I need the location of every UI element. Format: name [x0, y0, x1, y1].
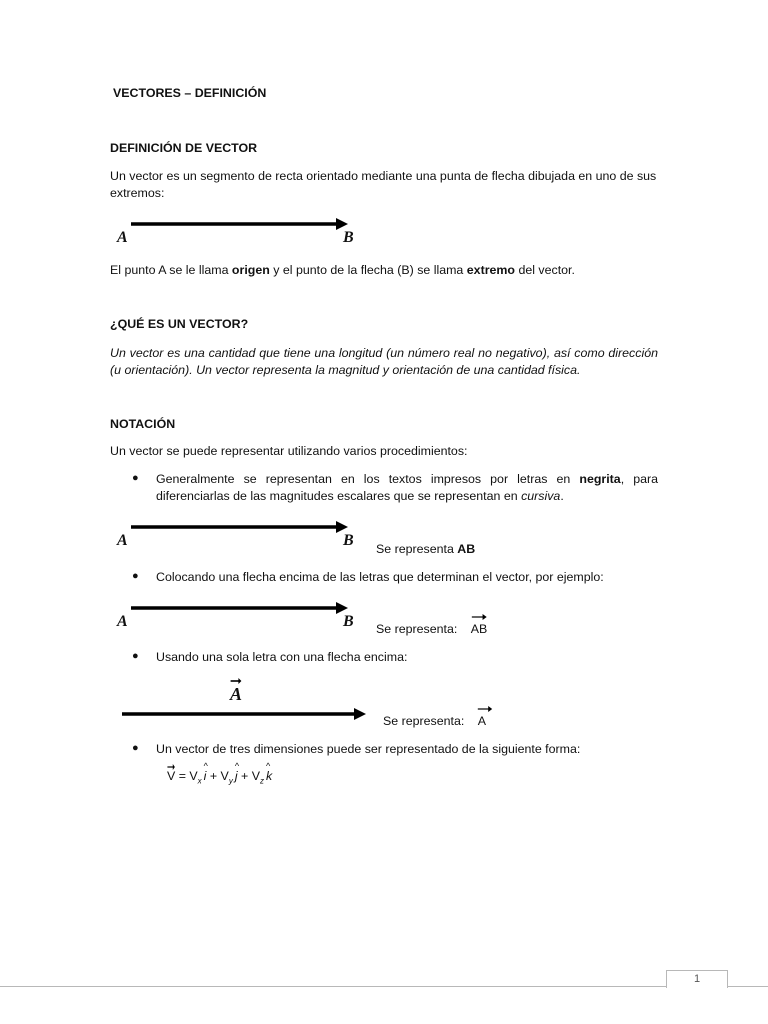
- three-dimensional-formula: [167, 761, 273, 786]
- bullet-dot-4: ●: [132, 742, 139, 754]
- formula-plus1: + V: [206, 769, 229, 783]
- hat-icon: ^: [234, 761, 240, 771]
- arrowhead-4: [354, 708, 366, 720]
- what-is-paragraph: Un vector es una cantidad que tiene una longitud (un número real no negativo), así como dirección (u orientación). Un vector representa la magnitud y orientación de una cantidad física.: [110, 346, 658, 377]
- example-2-caption: [376, 622, 487, 636]
- example-3-caption: [383, 714, 486, 728]
- bullet-dot-3: ●: [132, 650, 139, 662]
- formula-v: V: [167, 769, 176, 783]
- bullet-2-text: Colocando una flecha encima de las letras que determinan el vector, por ejemplo:: [156, 570, 604, 584]
- ex1-value: AB: [457, 542, 476, 556]
- p2-mid: y el punto de la flecha (B) se llama: [269, 263, 467, 277]
- vector-arrow-icon: [167, 763, 175, 771]
- b1-bold-word: negrita: [579, 472, 621, 486]
- b1-pre: Generalmente se representan en los textos impresos por letras en: [156, 472, 580, 486]
- ex3-label: Se representa:: [383, 714, 465, 728]
- single-letter-symbol: [230, 684, 242, 705]
- b1-mid: , para diferenciarlas de las magnitudes escalares que se representan en: [156, 472, 658, 503]
- ex3-value: A: [477, 714, 486, 728]
- definition-paragraph: Un vector es un segmento de recta orientado mediante una punta de flecha dibujada en uno de sus extremos:: [110, 169, 657, 200]
- ex3-letter: A: [230, 684, 243, 704]
- heading-que-es: ¿QUÉ ES UN VECTOR?: [110, 317, 249, 331]
- unit-vector-k: [265, 761, 273, 783]
- formula-plus2: + V: [237, 769, 260, 783]
- document-title: VECTORES – DEFINICIÓN: [113, 86, 267, 100]
- bullet-dot-1: ●: [132, 472, 139, 484]
- single-letter-vector: [230, 684, 242, 705]
- unit-vector-i: [203, 761, 208, 783]
- formula-i: i: [203, 769, 207, 783]
- ex2-label: Se representa:: [376, 622, 458, 636]
- notation-intro: Un vector se puede representar utilizando varios procedimientos:: [110, 444, 468, 458]
- formula-sub-x: x: [197, 776, 202, 786]
- point-a-label-3: A: [117, 613, 128, 630]
- p2-post: del vector.: [515, 263, 575, 277]
- footer-rule: [0, 986, 768, 987]
- point-a-label-2: A: [117, 532, 128, 549]
- ex2-vector-symbol: [471, 622, 488, 636]
- heading-notacion: NOTACIÓN: [110, 417, 176, 431]
- point-b-label-3: B: [343, 613, 354, 630]
- ex1-label: Se representa: [376, 542, 458, 556]
- formula-j: j: [234, 769, 238, 783]
- point-a-label-1: A: [117, 229, 128, 246]
- page-number: 1: [666, 970, 728, 988]
- hat-icon: ^: [203, 761, 208, 771]
- b1-post: .: [560, 489, 564, 503]
- bullet-1-text: [156, 471, 658, 505]
- unit-vector-j: [234, 761, 240, 783]
- vector-arrow-icon: [230, 677, 242, 685]
- b1-italic-word: cursiva: [521, 489, 561, 503]
- point-b-label-1: B: [343, 229, 354, 246]
- p2-pre: El punto A se le llama: [110, 263, 232, 277]
- formula-sub-y: y: [228, 776, 233, 786]
- vector-arrow-icon: [471, 613, 488, 621]
- heading-definicion: DEFINICIÓN DE VECTOR: [110, 141, 258, 155]
- formula-sub-z: z: [259, 776, 264, 786]
- formula-k: k: [265, 769, 273, 783]
- vector-arrow-icon: [477, 705, 493, 713]
- origin-word: origen: [231, 263, 270, 277]
- formula-v-vector: [167, 769, 175, 783]
- bullet-dot-2: ●: [132, 570, 139, 582]
- point-b-label-2: B: [343, 532, 354, 549]
- bullet-4-text: Un vector de tres dimensiones puede ser representado de la siguiente forma:: [156, 742, 581, 756]
- formula-eq: = V: [175, 769, 198, 783]
- example-1-caption: [376, 542, 475, 556]
- bullet-3-text: Usando una sola letra con una flecha encima:: [156, 650, 408, 664]
- hat-icon: ^: [265, 761, 271, 771]
- origin-extreme-paragraph: [110, 262, 658, 279]
- ex3-vector-symbol: [478, 714, 486, 728]
- ex2-value: AB: [470, 622, 488, 636]
- extreme-word: extremo: [466, 263, 515, 277]
